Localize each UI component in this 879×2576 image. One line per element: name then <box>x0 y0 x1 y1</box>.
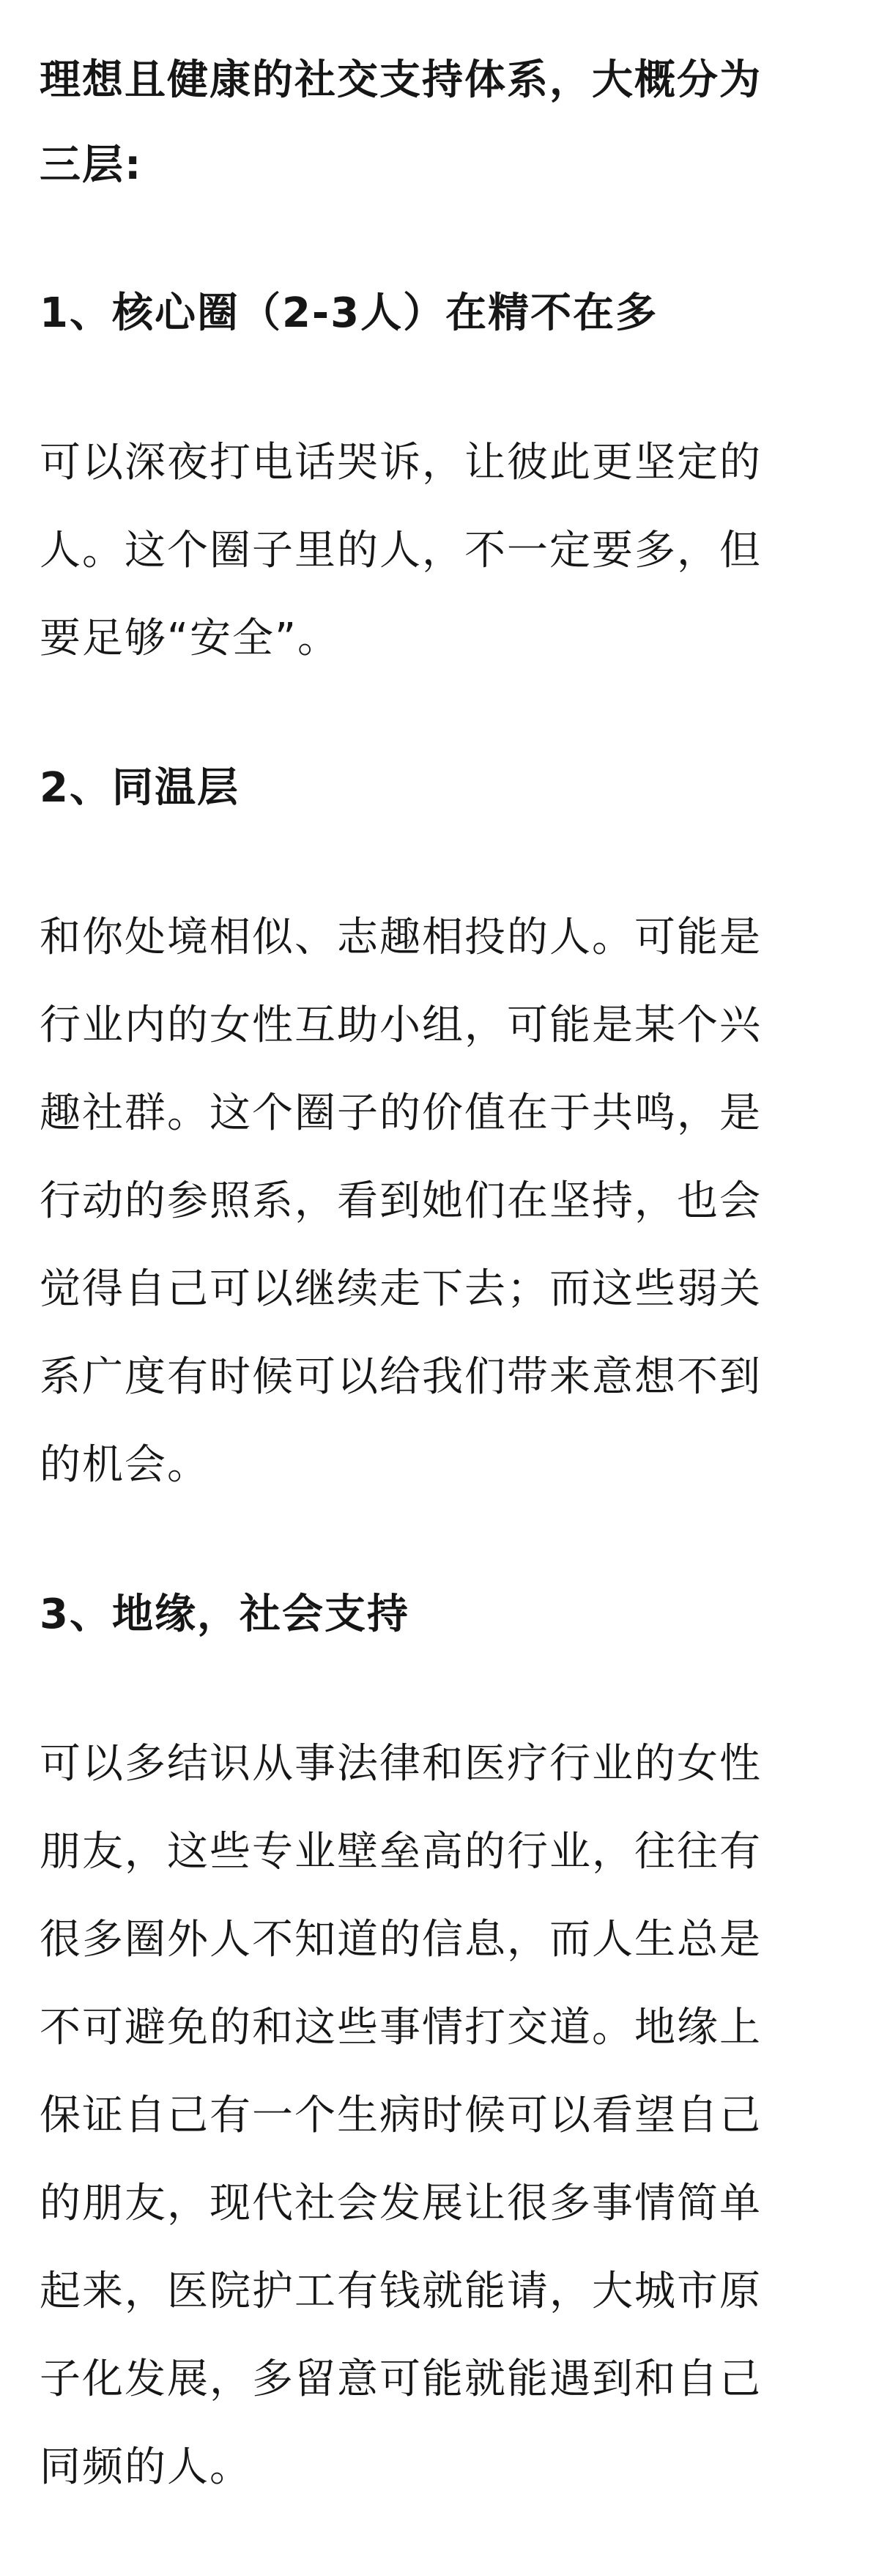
paragraph-line: 的朋友，现代社会发展让很多事情简单 <box>40 2180 762 2227</box>
section-heading: 1、核心圈（2-3人）在精不在多 <box>40 289 659 337</box>
intro-line: 三层: <box>40 141 143 189</box>
paragraph-line: 要足够“安全”。 <box>40 615 341 662</box>
paragraph-line: 不可避免的和这些事情打交道。地缘上 <box>40 2004 762 2051</box>
section-heading: 3、地缘，社会支持 <box>40 1591 409 1638</box>
paragraph-line: 觉得自己可以继续走下去；而这些弱关 <box>40 1265 762 1313</box>
paragraph-line: 朋友，这些专业壁垒高的行业，往往有 <box>40 1828 762 1876</box>
section-1 <box>40 271 839 683</box>
paragraph-line: 子化发展，多留意可能就能遇到和自己 <box>40 2355 762 2403</box>
paragraph-line: 很多圈外人不知道的信息，而人生总是 <box>40 1916 762 1964</box>
paragraph-line: 趣社群。这个圈子的价值在于共鸣，是 <box>40 1089 762 1137</box>
paragraph-line: 系广度有时候可以给我们带来意想不到 <box>40 1353 762 1401</box>
intro-line: 理想且健康的社交支持体系，大概分为 <box>40 56 762 104</box>
paragraph-line: 保证自己有一个生病时候可以看望自己 <box>40 2092 762 2139</box>
paragraph-line: 可以深夜打电话哭诉，让彼此更坚定的 <box>40 439 762 486</box>
section-3 <box>40 1572 839 2512</box>
article <box>40 38 839 2512</box>
paragraph-line: 行业内的女性互助小组，可能是某个兴 <box>40 1002 762 1049</box>
intro <box>40 38 839 208</box>
paragraph-line: 和你处境相似、志趣相投的人。可能是 <box>40 914 762 961</box>
paragraph-line: 起来，医院护工有钱就能请，大城市原 <box>40 2268 762 2315</box>
paragraph-line: 可以多结识从事法律和医疗行业的女性 <box>40 1740 762 1788</box>
paragraph-line: 同频的人。 <box>40 2443 252 2491</box>
paragraph-line: 的机会。 <box>40 1441 209 1489</box>
section-2 <box>40 746 839 1509</box>
section-heading: 2、同温层 <box>40 764 240 812</box>
paragraph-line: 人。这个圈子里的人，不一定要多，但 <box>40 527 762 574</box>
paragraph-line: 行动的参照系，看到她们在坚持，也会 <box>40 1177 762 1225</box>
